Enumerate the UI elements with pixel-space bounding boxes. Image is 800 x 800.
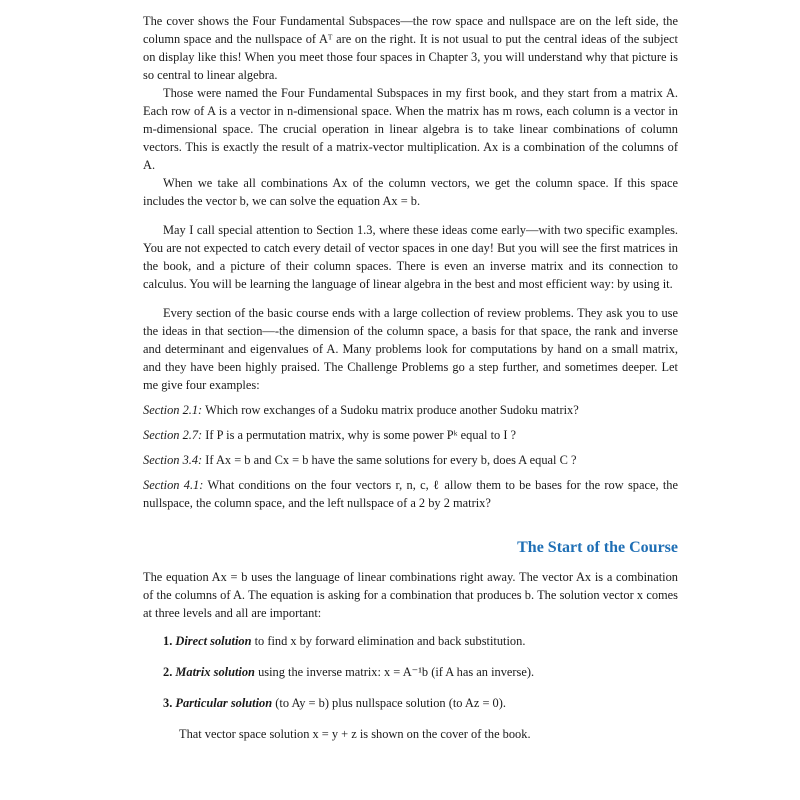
list-item-text: (to Ay = b) plus nullspace solution (to Az = 0). bbox=[275, 696, 506, 710]
example-section-2-7 bbox=[143, 426, 678, 444]
example-section-3-4 bbox=[143, 451, 678, 469]
list-item bbox=[143, 632, 678, 650]
list-item bbox=[143, 663, 678, 681]
list-item-number: 3. bbox=[163, 696, 173, 710]
page-body bbox=[143, 12, 678, 743]
example-text: If P is a permutation matrix, why is some power Pᵏ equal to I ? bbox=[205, 428, 517, 442]
example-section-label: Section 4.1: bbox=[143, 478, 204, 492]
closing-sentence: That vector space solution x = y + z is shown on the cover of the book. bbox=[179, 727, 531, 741]
list-item bbox=[143, 694, 678, 712]
list-item-number: 2. bbox=[163, 665, 173, 679]
paragraph-start-of-course: The equation Ax = b uses the language of linear combinations right away. The vector Ax is a combination of the columns of A. The equation is asking for a combination that produces b. The solution vector x comes at three levels and all are important: bbox=[143, 570, 678, 620]
example-text: Which row exchanges of a Sudoku matrix produce another Sudoku matrix? bbox=[205, 403, 579, 417]
example-section-2-1 bbox=[143, 401, 678, 419]
example-text: What conditions on the four vectors r, n, c, ℓ allow them to be bases for the row space, the nullspace, the column space, and the left nullspace of a 2 by 2 matrix? bbox=[143, 478, 678, 510]
list-item-term: Matrix solution bbox=[175, 665, 255, 679]
paragraph-column-space: When we take all combinations Ax of the column vectors, we get the column space. If this space includes the vector b, we can solve the equation Ax = b. bbox=[143, 176, 678, 208]
list-item-number: 1. bbox=[163, 634, 173, 648]
list-item-text: using the inverse matrix: x = A⁻¹b (if A has an inverse). bbox=[258, 665, 535, 679]
list-item-term: Direct solution bbox=[175, 634, 252, 648]
paragraph-four-subspaces: Those were named the Four Fundamental Subspaces in my first book, and they start from a matrix A. Each row of A is a vector in n-dimensional space. When the matrix has m rows, each column is a vector in m-dimensional space. The crucial operation in linear algebra is to take linear combinations of column vectors. This is exactly the result of a matrix-vector multiplication. Ax is a combination of the columns of A. bbox=[143, 86, 678, 172]
list-item-term: Particular solution bbox=[175, 696, 273, 710]
example-section-4-1 bbox=[143, 476, 678, 512]
example-section-label: Section 2.1: bbox=[143, 403, 203, 417]
section-heading: The Start of the Course bbox=[517, 539, 678, 556]
paragraph-cover: The cover shows the Four Fundamental Subspaces—the row space and nullspace are on the left side, the column space and the nullspace of Aᵀ are on the right. It is not usual to put the central ideas of the subject on display like this! When you meet those four spaces in Chapter 3, you will understand why that picture is so central to linear algebra. bbox=[143, 14, 678, 82]
list-item-text: to find x by forward elimination and back substitution. bbox=[254, 634, 526, 648]
solution-levels-list bbox=[143, 632, 678, 712]
example-section-label: Section 3.4: bbox=[143, 453, 203, 467]
paragraph-review-problems: Every section of the basic course ends with a large collection of review problems. They ask you to use the ideas in that section—-the dimension of the column space, a basis for that space, the rank and inverse and determinant and eigenvalues of A. Many problems look for computations by hand on a small matrix, and they have been highly praised. The Challenge Problems go a step further, and sometimes deeper. Let me give four examples: bbox=[143, 306, 678, 392]
example-text: If Ax = b and Cx = b have the same solutions for every b, does A equal C ? bbox=[205, 453, 577, 467]
paragraph-section-1-3: May I call special attention to Section 1.3, where these ideas come early—with two specific examples. You are not expected to catch every detail of vector spaces in one day! But you will see the first matrices in the book, and a picture of their column spaces. There is even an inverse matrix and its connection to calculus. You will be learning the language of linear algebra in the best and most efficient way: by using it. bbox=[143, 223, 678, 291]
example-section-label: Section 2.7: bbox=[143, 428, 203, 442]
